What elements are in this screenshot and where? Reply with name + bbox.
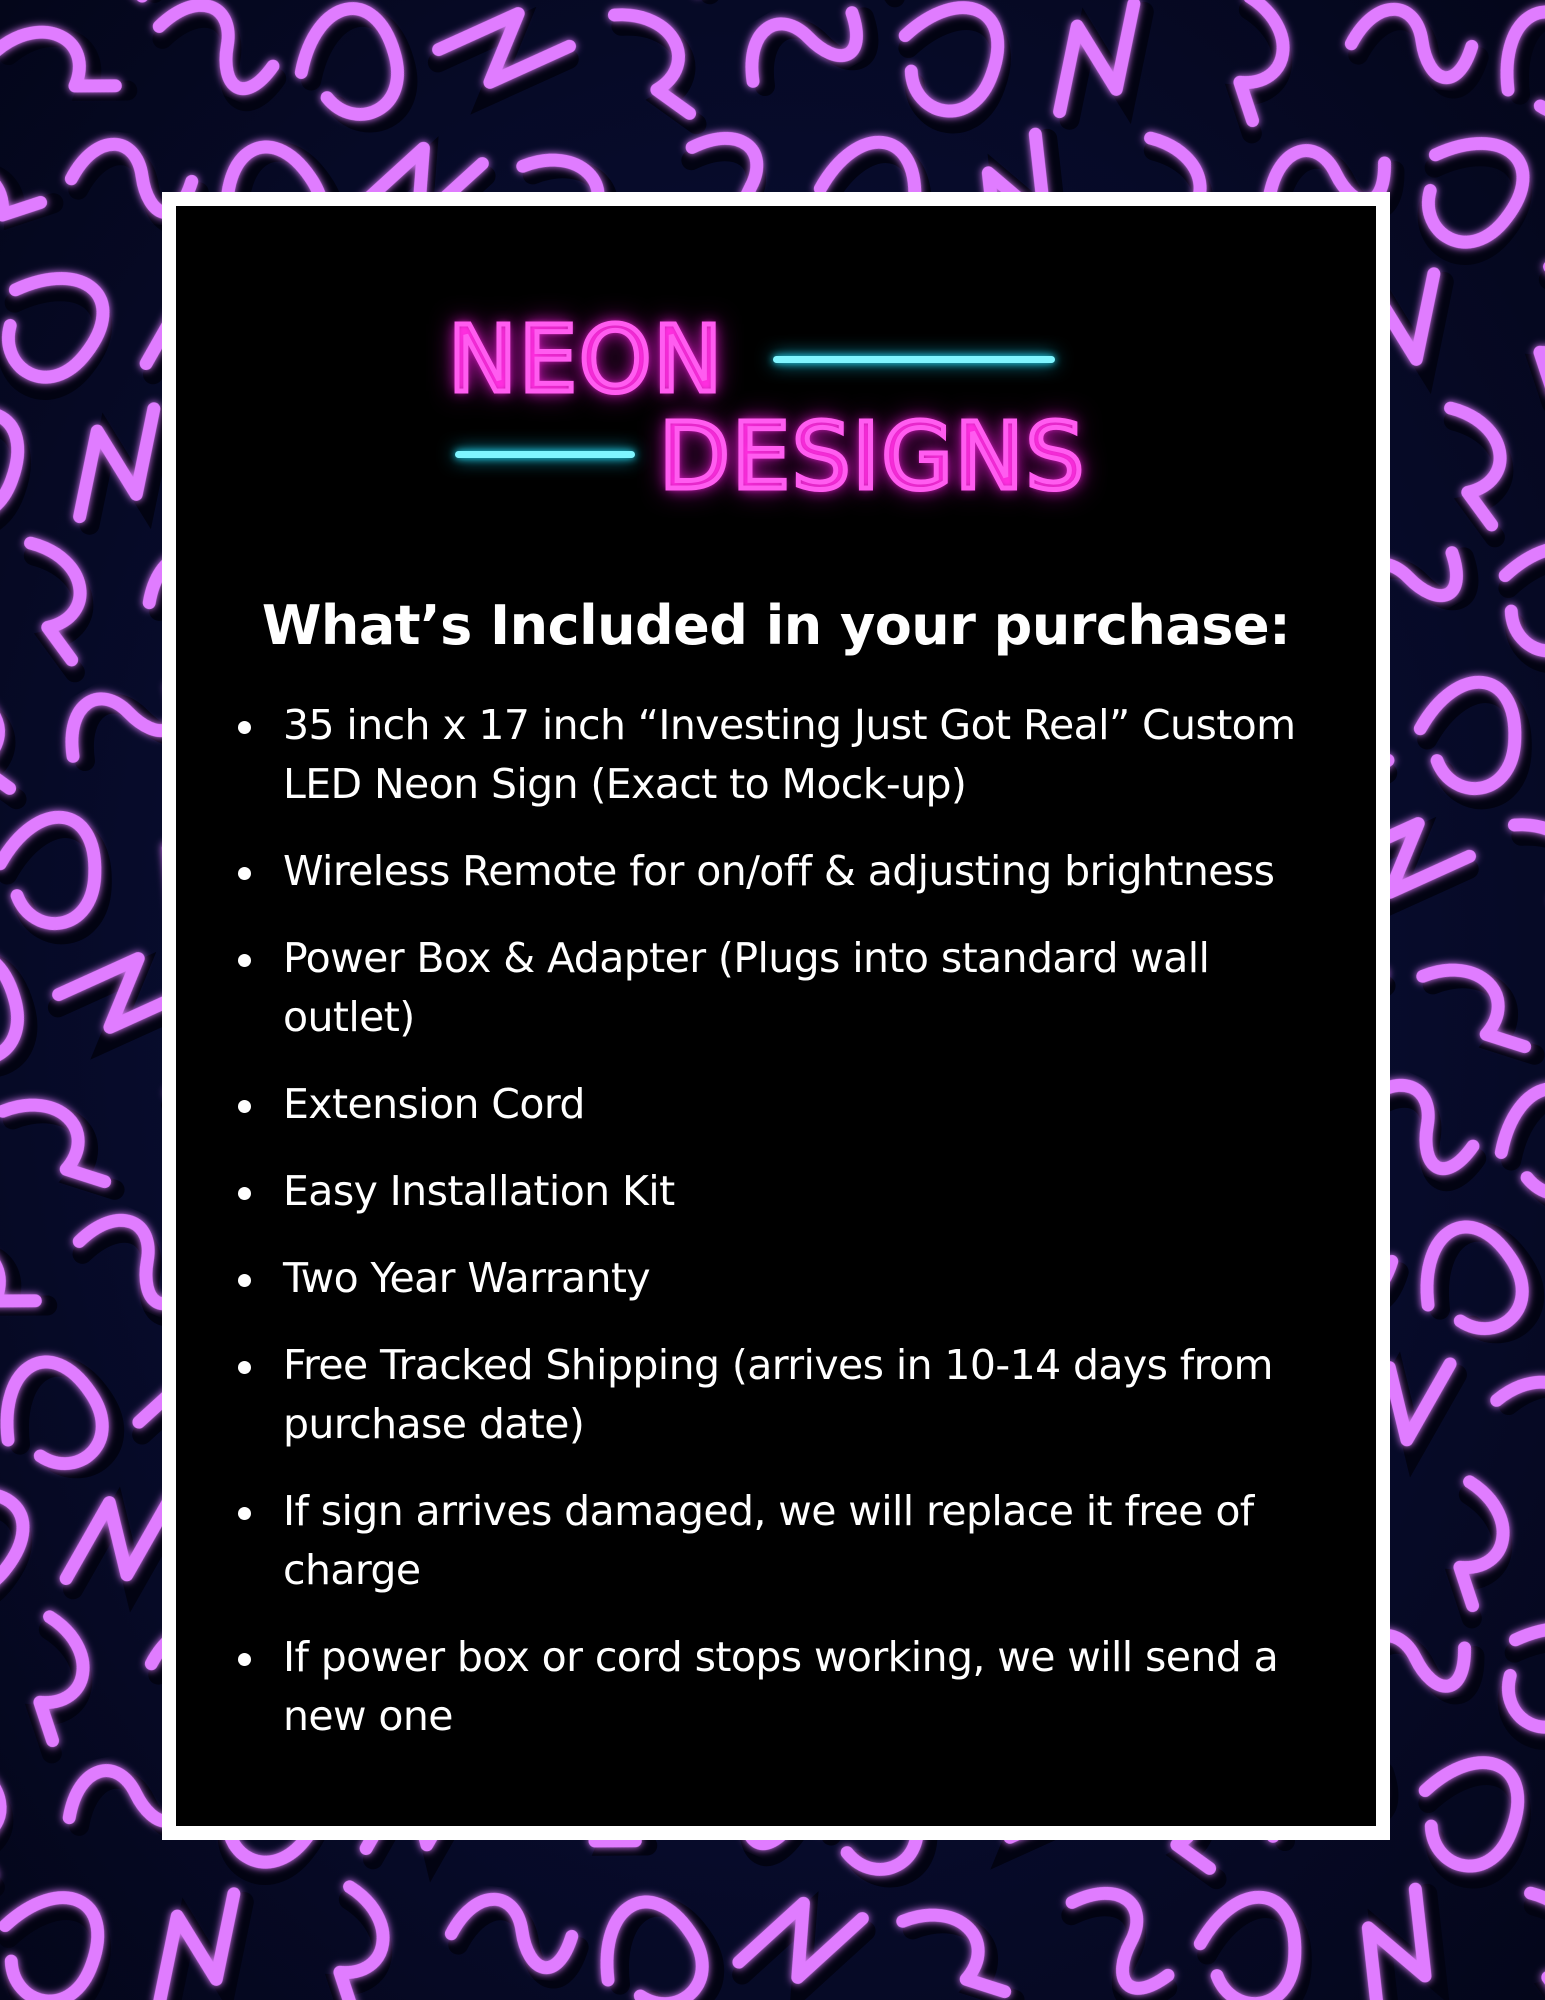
list-item-text: 35 inch x 17 inch “Investing Just Got Real” Custom LED Neon Sign (Exact to Mock-up) — [283, 701, 1296, 808]
list-item-text: Power Box & Adapter (Plugs into standard wall outlet) — [283, 934, 1210, 1041]
neon-squiggle — [0, 542, 116, 672]
logo-word-neon: NEON — [448, 306, 725, 413]
included-heading: What’s Included in your purchase: — [261, 594, 1291, 657]
neon-squiggle — [0, 0, 49, 10]
bullet-icon — [238, 1274, 251, 1287]
neon-squiggle — [903, 1901, 1015, 2000]
neon-squiggle — [1482, 0, 1545, 145]
list-item — [234, 696, 1344, 814]
list-item — [234, 842, 1344, 901]
neon-squiggle — [0, 251, 127, 407]
list-item — [234, 1336, 1344, 1454]
neon-squiggle — [290, 0, 415, 135]
neon-squiggle — [1348, 5, 1483, 91]
list-item-text: Two Year Warranty — [283, 1254, 651, 1302]
neon-squiggle — [1473, 1601, 1545, 1757]
list-item — [234, 929, 1344, 1047]
neon-squiggle — [0, 1878, 121, 2000]
list-item-text: Extension Cord — [283, 1080, 585, 1128]
neon-squiggle — [141, 1892, 263, 2000]
neon-squiggle — [1416, 0, 1545, 2]
neon-squiggle — [1049, 1874, 1193, 2000]
logo-cyan-line-bottom — [455, 451, 635, 458]
neon-squiggle — [1194, 1892, 1309, 2000]
neon-squiggle — [0, 393, 41, 541]
neon-squiggle — [1402, 1208, 1545, 1361]
list-item-text: Wireless Remote for on/off & adjusting brightness — [283, 847, 1275, 895]
neon-squiggle — [1496, 1353, 1545, 1487]
neon-squiggle — [3, 1091, 115, 1209]
bullet-icon — [238, 1507, 251, 1520]
neon-squiggle — [0, 3, 127, 137]
logo-cyan-line-top — [773, 356, 1055, 363]
neon-designs-logo — [176, 206, 1376, 606]
neon-squiggle — [735, 1880, 870, 2000]
neon-squiggle — [1490, 1080, 1545, 1215]
list-item — [234, 1249, 1344, 1308]
bullet-icon — [238, 1653, 251, 1666]
list-item — [234, 1162, 1344, 1221]
neon-squiggle — [0, 945, 36, 1080]
neon-squiggle — [1399, 1743, 1541, 1891]
bullet-icon — [238, 721, 251, 734]
bullet-icon — [238, 954, 251, 967]
neon-squiggle — [0, 135, 53, 272]
neon-squiggle — [604, 14, 707, 124]
neon-squiggle — [582, 1883, 730, 2000]
neon-squiggle — [1333, 1885, 1472, 2000]
list-item-text: If power box or cord stops working, we will send a new one — [283, 1633, 1279, 1740]
neon-squiggle — [879, 0, 1021, 136]
neon-squiggle — [448, 1895, 583, 1981]
neon-squiggle — [1093, 0, 1248, 2]
list-item-text: Free Tracked Shipping (arrives in 10-14 days from purchase date) — [283, 1341, 1273, 1448]
neon-squiggle — [734, 0, 881, 111]
neon-squiggle — [0, 689, 27, 799]
logo-word-designs: DESIGNS — [659, 403, 1087, 510]
neon-squiggle — [0, 812, 109, 939]
list-item — [234, 1482, 1344, 1600]
neon-squiggle — [1423, 956, 1535, 1074]
included-items-list — [234, 696, 1344, 1774]
neon-squiggle — [1041, 2, 1163, 121]
neon-squiggle — [283, 1886, 420, 2000]
neon-squiggle — [0, 1218, 47, 1352]
bullet-icon — [238, 867, 251, 880]
neon-squiggle — [0, 1757, 36, 1887]
neon-squiggle — [1414, 677, 1529, 804]
neon-squiggle — [0, 1343, 129, 1496]
neon-squiggle — [1504, 824, 1545, 934]
list-item — [234, 1075, 1344, 1134]
neon-squiggle — [1393, 116, 1545, 272]
neon-squiggle — [1483, 266, 1545, 404]
neon-squiggle — [1479, 528, 1545, 676]
content-card — [176, 206, 1376, 1826]
bullet-icon — [238, 1187, 251, 1200]
neon-squiggle — [145, 0, 292, 109]
neon-squiggle — [1490, 1892, 1545, 2000]
neon-squiggle — [0, 1466, 47, 1622]
neon-squiggle — [432, 0, 575, 126]
neon-squiggle — [0, 1616, 120, 1754]
list-item — [234, 1628, 1344, 1746]
neon-squiggle — [1403, 1481, 1540, 1619]
neon-squiggle — [1410, 407, 1536, 537]
neon-squiggle — [1183, 0, 1320, 133]
bullet-icon — [238, 1100, 251, 1113]
bullet-icon — [238, 1361, 251, 1374]
list-item-text: If sign arrives damaged, we will replace it free of charge — [283, 1487, 1254, 1594]
list-item-text: Easy Installation Kit — [283, 1167, 675, 1215]
